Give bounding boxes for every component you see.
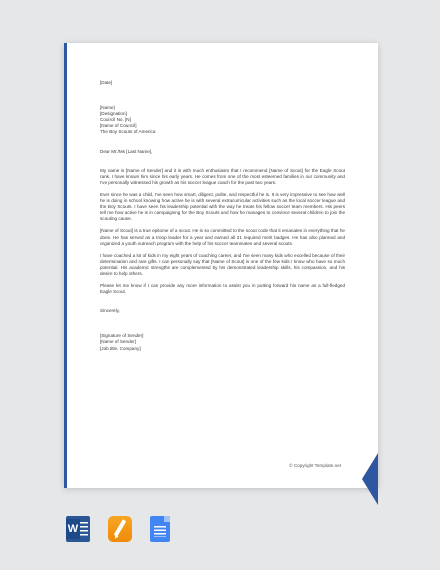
recipient-line: [Designation] <box>100 111 127 117</box>
app-icon-row <box>66 516 170 542</box>
recipient-line: [Name of Council] <box>100 123 137 129</box>
signature-line: [Name of Sender] <box>100 339 137 345</box>
letter-page <box>64 43 378 488</box>
closing: Sincerely, <box>100 308 120 314</box>
recipient-block <box>100 105 345 135</box>
body-paragraph: My name is [Name of Sender] and it is with much enthusiasm that I recommend [Name of Scout] for the Eagle Scout rank. I have known him since his early years. He comes from one of the most esteemed families in our community and I've personally witnessed his growth as his soccer league coach for the past two years. <box>100 167 345 185</box>
body-paragraph: [Name of Scout] is a true epitome of a scout. He is so committed to the scout code that it emanates in everything that he does. He has served as a troop leader for a year and earned all 21 required merit badges. He has also planned and organized a youth outreach program with the help of his soccer teammates and several scouts. <box>100 228 345 246</box>
body-paragraph: Ever since he was a child, I've seen how smart, diligent, polite, and respectful he is. It is very impressive to see how well he is doing in school knowing how active he is with several extracurricular activities such as the local soccer league and the Boy Scouts. I have seen his leadership potential with the way he treats his fellow soccer team members. His peers tell me how active he is in campaigning for the Boy Scouts and how he manages to convince several children to join the scouting cause. <box>100 191 345 222</box>
signature-line: [Signature of Sender] <box>100 333 144 339</box>
recipient-line: [Name] <box>100 105 115 111</box>
signature-block <box>100 333 345 351</box>
body-paragraph: I have coached a lot of kids in my eight years of coaching career, and I've seen many kids who excelled because of their determination and rare gifts. I can personally say that [Name of Scout] is one of the few kids I know who have so much potential. His academic strengths are complemented by his demonstrated leadership skills, his compassion, and his desire to help others. <box>100 252 345 276</box>
recipient-line: The Boy Scouts of America <box>100 129 156 135</box>
signature-line: [Job title, Company] <box>100 345 141 351</box>
page-corner-accent <box>362 453 378 505</box>
salutation: Dear Mr./Ms [Last Name], <box>100 148 153 154</box>
recipient-line: Council No. [N] <box>100 117 131 123</box>
copyright-footer: © Copyright Template.net <box>289 463 341 468</box>
letter-date: [Date] <box>100 80 113 85</box>
pages-icon[interactable] <box>108 516 132 542</box>
letter-content <box>100 80 345 352</box>
body-paragraph: Please let me know if I can provide any more information to assist you in putting forward his name as a full-fledged Eagle Scout. <box>100 283 345 295</box>
word-icon[interactable]: W <box>66 516 90 542</box>
google-docs-icon[interactable] <box>150 516 170 542</box>
